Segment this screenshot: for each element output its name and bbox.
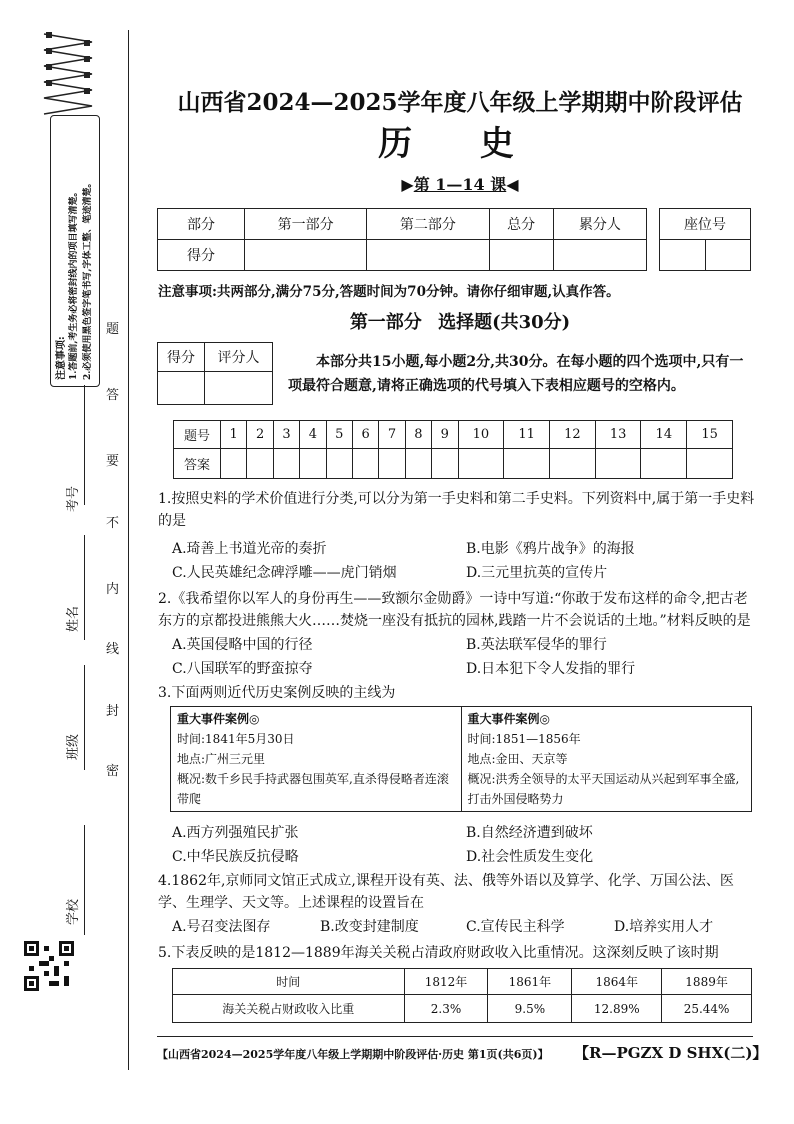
case-place: 地点:广州三元里 [177, 752, 266, 766]
q2-option-c: C.八国联军的野蛮掠夺 [172, 661, 313, 677]
score-cell[interactable] [489, 240, 553, 271]
triangle-left-icon: ◀ [506, 175, 519, 194]
q3-option-a: A.西方列强殖民扩张 [172, 825, 299, 841]
answer-table [173, 420, 733, 479]
seal-line-char: 不 [106, 516, 120, 531]
seal-line-char: 答 [106, 388, 120, 403]
question-number: 11 [504, 421, 550, 449]
question-number: 5 [326, 421, 352, 449]
grader-cell[interactable] [204, 372, 272, 405]
subject-title: 历 史 [378, 124, 542, 164]
case-title: 重大事件案例◎ [467, 712, 550, 726]
answer-cell[interactable] [504, 449, 550, 479]
question-3-stem: 3.下面两则近代历史案例反映的主线为 [158, 685, 396, 701]
case-time: 时间:1841年5月30日 [177, 732, 295, 746]
q4-option-c: C.宣传民主科学 [466, 919, 565, 935]
tariff-header: 1861年 [488, 969, 572, 995]
score-cell[interactable] [367, 240, 489, 271]
seat-cell[interactable] [705, 240, 751, 271]
question-2-stem: 2.《我希望你以军人的身份再生——致额尔金勋爵》一诗中写道:“你敢于发布这样的命令,把古老东方的京都投进熊熊大火……焚烧一座没有抵抗的园林,践踏一片不会说话的土地。”材料反映的是 [158, 591, 751, 629]
footer-paper-code: 【R—PGZX D SHX(二)】 [574, 1044, 768, 1062]
score-cell[interactable] [553, 240, 646, 271]
question-number: 2 [247, 421, 273, 449]
score-cell[interactable] [245, 240, 367, 271]
margin-notice-item-1: 1.答题前,考生务必将密封线内的项目填写清楚。 [69, 187, 79, 380]
footer-divider [157, 1036, 753, 1037]
question-number: 8 [405, 421, 431, 449]
answer-cell[interactable] [595, 449, 641, 479]
question-number: 15 [687, 421, 733, 449]
seal-line-char: 线 [106, 642, 120, 657]
q1-option-a: A.琦善上书道光帝的奏折 [172, 541, 327, 557]
question-number: 4 [300, 421, 326, 449]
q2-option-b: B.英法联军侵华的罪行 [466, 637, 607, 653]
question-number: 13 [595, 421, 641, 449]
q3-option-d: D.社会性质发生变化 [466, 849, 594, 865]
score-header: 第一部分 [245, 209, 367, 240]
score-header: 累分人 [553, 209, 646, 240]
tariff-header: 1889年 [662, 969, 752, 995]
answer-cell[interactable] [221, 449, 247, 479]
margin-notice-title: 注意事项: [56, 336, 67, 380]
case-summary: 概况:洪秀全领导的太平天国运动从兴起到军事全盛,打击外国侵略势力 [467, 772, 740, 806]
q4-option-b: B.改变封建制度 [320, 919, 419, 935]
answer-cell[interactable] [458, 449, 504, 479]
q3-option-b: B.自然经济遭到破坏 [466, 825, 593, 841]
answer-cell[interactable] [300, 449, 326, 479]
q5-tariff-table [172, 968, 752, 1023]
q1-option-c: C.人民英雄纪念碑浮雕——虎门销烟 [172, 565, 397, 581]
question-number: 3 [273, 421, 299, 449]
question-number: 14 [641, 421, 687, 449]
score-table [157, 208, 647, 271]
field-class-label: 班级 [66, 733, 81, 760]
answer-cell[interactable] [352, 449, 378, 479]
tariff-value: 2.3% [404, 995, 488, 1023]
question-number: 12 [549, 421, 595, 449]
question-number: 10 [458, 421, 504, 449]
tariff-value: 9.5% [488, 995, 572, 1023]
tariff-value: 25.44% [662, 995, 752, 1023]
grader-table [157, 342, 273, 405]
answer-row-label: 答案 [174, 449, 221, 479]
field-line-school [84, 825, 85, 935]
question-number: 7 [379, 421, 405, 449]
qr-code-image [24, 940, 74, 992]
field-school-label: 学校 [66, 898, 81, 925]
q2-option-a: A.英国侵略中国的行径 [172, 637, 313, 653]
margin-notice-item-2: 2.必须使用黑色签字笔书写,字体工整、笔迹清楚。 [83, 178, 93, 380]
answer-cell[interactable] [273, 449, 299, 479]
zigzag-decoration [40, 30, 96, 120]
question-1-stem: 1.按照史料的学术价值进行分类,可以分为第一手史料和第二手史料。下列资料中,属于第一手史料的是 [158, 491, 755, 529]
q3-option-c: C.中华民族反抗侵略 [172, 849, 299, 865]
answer-cell[interactable] [379, 449, 405, 479]
case-summary: 概况:数千乡民手持武器包围英军,直杀得侵略者连滚带爬 [177, 772, 449, 806]
field-id-label: 考号 [66, 485, 81, 512]
question-number: 9 [432, 421, 458, 449]
answer-row-label: 题号 [174, 421, 221, 449]
seal-line-char: 内 [106, 582, 120, 597]
question-5-stem: 5.下表反映的是1812—1889年海关关税占清政府财政收入比重情况。这深刻反映了该时期 [158, 945, 719, 961]
seat-cell[interactable] [660, 240, 706, 271]
field-line-id [84, 385, 85, 505]
binding-margin [0, 0, 140, 1124]
tariff-header: 时间 [173, 969, 405, 995]
answer-cell[interactable] [687, 449, 733, 479]
lesson-scope [150, 172, 770, 195]
section1-title: 第一部分 选择题(共30分) [349, 312, 571, 333]
seat-table [659, 208, 751, 271]
q3-case-right [461, 707, 752, 812]
exam-title: 山西省2024—2025学年度八年级上学期期中阶段评估 [177, 89, 743, 116]
score-header: 部分 [158, 209, 245, 240]
answer-cell[interactable] [432, 449, 458, 479]
tariff-header: 1812年 [404, 969, 488, 995]
answer-cell[interactable] [326, 449, 352, 479]
grader-label: 得分 [158, 343, 205, 372]
question-number: 6 [352, 421, 378, 449]
tariff-header: 1864年 [572, 969, 662, 995]
score-row-label: 得分 [158, 240, 245, 271]
grader-cell[interactable] [158, 372, 205, 405]
seat-label: 座位号 [660, 209, 751, 240]
seal-line-char: 题 [106, 322, 120, 337]
q1-option-d: D.三元里抗英的宣传片 [466, 565, 608, 581]
question-4-stem: 4.1862年,京师同文馆正式成立,课程开设有英、法、俄等外语以及算学、化学、万国公法、医学、生理学、天文等。上述课程的设置旨在 [158, 873, 734, 911]
footer-page-info: 【山西省2024—2025学年度八年级上学期期中阶段评估·历史 第1页(共6页)】 [157, 1048, 549, 1061]
lesson-scope-text: 第 1—14 课 [413, 175, 507, 194]
seal-line [128, 30, 129, 1070]
field-name-label: 姓名 [66, 605, 81, 632]
triangle-right-icon: ▶ [401, 175, 414, 194]
score-header: 第二部分 [367, 209, 489, 240]
q3-case-left [171, 707, 462, 812]
q2-option-d: D.日本犯下令人发指的罪行 [466, 661, 636, 677]
tariff-row-label: 海关关税占财政收入比重 [173, 995, 405, 1023]
seal-line-char: 密 [106, 764, 120, 779]
case-title: 重大事件案例◎ [177, 712, 260, 726]
grader-label: 评分人 [204, 343, 272, 372]
q3-case-table [170, 706, 752, 812]
field-line-name [84, 535, 85, 640]
seal-line-char: 要 [106, 454, 120, 469]
score-header: 总分 [489, 209, 553, 240]
tariff-value: 12.89% [572, 995, 662, 1023]
q4-option-a: A.号召变法图存 [172, 919, 271, 935]
answer-cell[interactable] [247, 449, 273, 479]
section1-intro: 本部分共15小题,每小题2分,共30分。在每小题的四个选项中,只有一项最符合题意,请将正确选项的代号填入下表相应题号的空格内。 [288, 354, 744, 394]
seal-line-char: 封 [106, 704, 120, 719]
q1-option-b: B.电影《鸦片战争》的海报 [466, 541, 635, 557]
case-place: 地点:金田、天京等 [467, 752, 568, 766]
answer-cell[interactable] [405, 449, 431, 479]
question-number: 1 [221, 421, 247, 449]
exam-notice: 注意事项:共两部分,满分75分,答题时间为70分钟。请你仔细审题,认真作答。 [158, 284, 620, 300]
q4-option-d: D.培养实用人才 [614, 919, 714, 935]
case-time: 时间:1851—1856年 [467, 732, 581, 746]
field-line-class [84, 665, 85, 770]
answer-cell[interactable] [641, 449, 687, 479]
answer-cell[interactable] [549, 449, 595, 479]
